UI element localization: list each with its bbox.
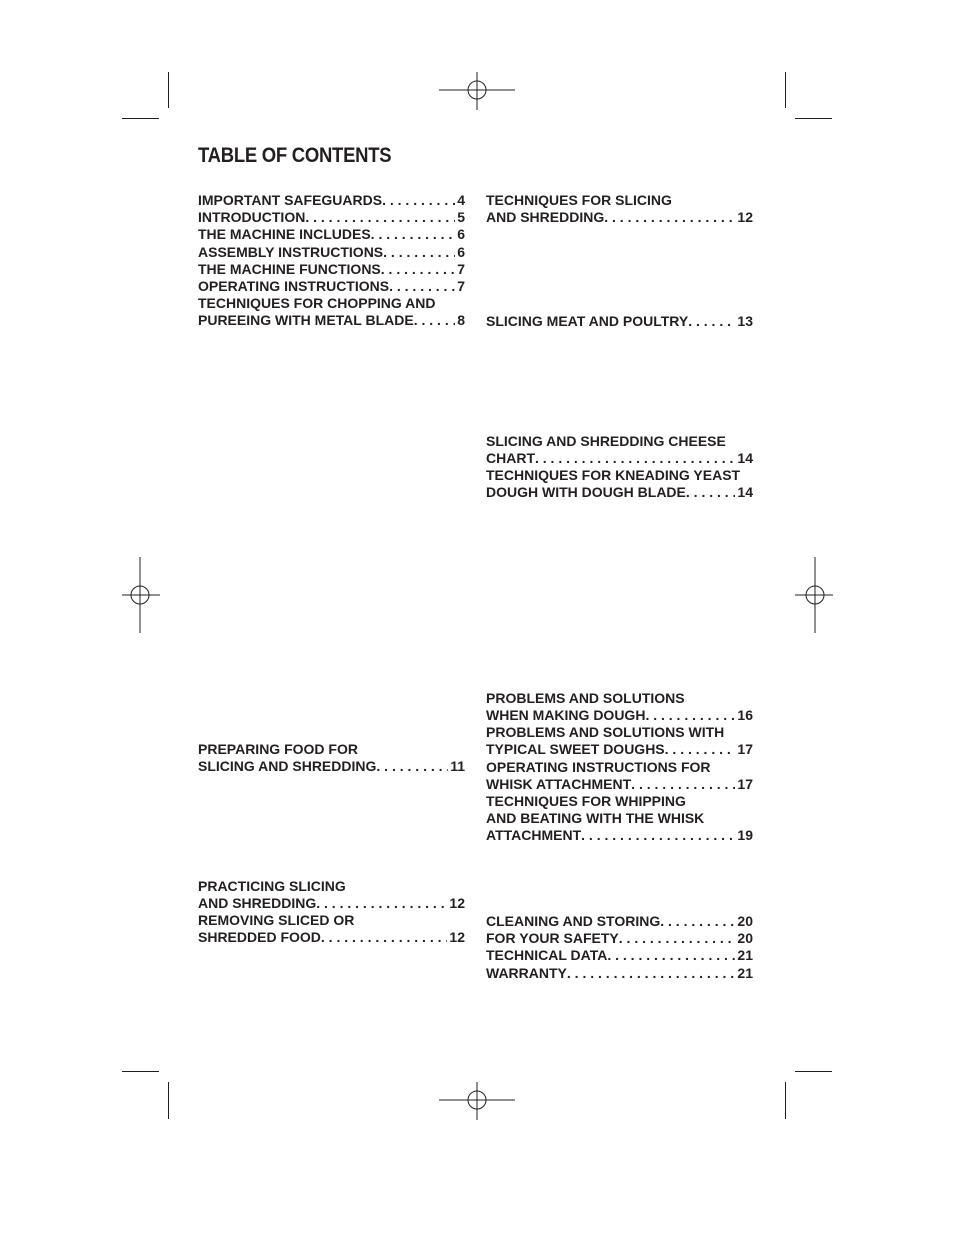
toc-page-number: 4 bbox=[457, 192, 465, 208]
leader-dots bbox=[305, 209, 455, 226]
leader-dots bbox=[688, 313, 735, 330]
toc-page-number: 21 bbox=[737, 947, 753, 963]
toc-entry-whisk-instructions[interactable] bbox=[486, 759, 753, 793]
toc-page-number: 11 bbox=[450, 758, 465, 775]
crop-mark-top-right-horizontal bbox=[795, 118, 832, 119]
toc-page-number: 14 bbox=[737, 450, 753, 467]
toc-page-number: 14 bbox=[737, 484, 753, 501]
leader-dots bbox=[686, 484, 736, 501]
leader-dots bbox=[567, 965, 736, 982]
toc-entry-title: THE MACHINE FUNCTIONS bbox=[198, 261, 381, 277]
toc-entry-machine-includes[interactable] bbox=[198, 226, 465, 243]
toc-entry-operating-instructions[interactable] bbox=[198, 278, 465, 295]
leader-dots bbox=[371, 226, 456, 243]
crop-mark-top-right-vertical bbox=[785, 72, 786, 108]
toc-entry-title-line: TECHNIQUES FOR SLICING bbox=[486, 192, 672, 208]
crop-mark-bottom-left-vertical bbox=[168, 1082, 169, 1119]
toc-entry-whipping-beating[interactable] bbox=[486, 793, 753, 845]
crop-mark-top-left-vertical bbox=[168, 72, 169, 108]
toc-entry-title-line: OPERATING INSTRUCTIONS FOR bbox=[486, 759, 711, 775]
registration-mark-right-icon bbox=[795, 557, 833, 633]
toc-entry-preparing-food[interactable] bbox=[198, 741, 465, 775]
leader-dots bbox=[645, 707, 735, 724]
crop-mark-bottom-right-horizontal bbox=[795, 1071, 832, 1072]
leader-dots bbox=[660, 913, 735, 930]
toc-entry-title-line: AND BEATING WITH THE WHISK bbox=[486, 810, 705, 827]
toc-entry-title: FOR YOUR SAFETY bbox=[486, 930, 619, 946]
leader-dots bbox=[604, 209, 735, 226]
toc-entry-title: WHEN MAKING DOUGH bbox=[486, 707, 646, 724]
toc-entry-title: PUREEING WITH METAL BLADE bbox=[198, 312, 414, 329]
toc-page-number: 16 bbox=[737, 707, 753, 724]
toc-page-number: 21 bbox=[737, 965, 753, 981]
leader-dots bbox=[321, 929, 448, 946]
toc-entry-title: IMPORTANT SAFEGUARDS bbox=[198, 192, 383, 208]
toc-page-number: 17 bbox=[737, 741, 753, 758]
toc-entry-techniques-slicing[interactable] bbox=[486, 192, 753, 226]
toc-entry-title-line: TECHNIQUES FOR CHOPPING AND bbox=[198, 295, 436, 311]
toc-page-number: 5 bbox=[457, 209, 465, 225]
toc-entry-kneading-dough[interactable] bbox=[486, 467, 753, 501]
leader-dots bbox=[665, 741, 736, 758]
leader-dots bbox=[382, 192, 455, 209]
leader-dots bbox=[607, 947, 735, 964]
toc-entry-important-safeguards[interactable] bbox=[198, 192, 465, 209]
toc-page-number: 7 bbox=[457, 261, 465, 277]
toc-entry-assembly-instructions[interactable] bbox=[198, 244, 465, 261]
toc-entry-title-line: TECHNIQUES FOR WHIPPING bbox=[486, 793, 686, 809]
crop-mark-bottom-right-vertical bbox=[785, 1082, 786, 1119]
toc-entry-title: ASSEMBLY INSTRUCTIONS bbox=[198, 244, 384, 260]
toc-entry-title-line: SLICING AND SHREDDING CHEESE bbox=[486, 433, 726, 449]
toc-entry-cheese-chart[interactable] bbox=[486, 433, 753, 467]
toc-entry-title: ATTACHMENT bbox=[486, 827, 582, 844]
leader-dots bbox=[389, 278, 455, 295]
toc-entry-title-line: PREPARING FOOD FOR bbox=[198, 741, 358, 757]
toc-entry-title: SLICING AND SHREDDING bbox=[198, 758, 377, 775]
toc-entry-title: CHART bbox=[486, 450, 535, 467]
toc-entry-title-line: PROBLEMS AND SOLUTIONS bbox=[486, 690, 685, 706]
toc-entry-title: AND SHREDDING bbox=[486, 209, 605, 226]
leader-dots bbox=[383, 244, 455, 261]
leader-dots bbox=[581, 827, 735, 844]
leader-dots bbox=[631, 776, 735, 793]
toc-entry-introduction[interactable] bbox=[198, 209, 465, 226]
toc-entry-title-line: TECHNIQUES FOR KNEADING YEAST bbox=[486, 467, 741, 483]
toc-entry-title: CLEANING AND STORING bbox=[486, 913, 661, 929]
toc-entry-chopping-pureeing[interactable] bbox=[198, 295, 465, 329]
toc-entry-title: TECHNICAL DATA bbox=[486, 947, 608, 963]
page-title: TABLE OF CONTENTS bbox=[198, 144, 392, 167]
toc-entry-for-your-safety[interactable] bbox=[486, 930, 753, 947]
toc-entry-problems-sweet-doughs[interactable] bbox=[486, 724, 753, 758]
toc-page-number: 17 bbox=[737, 776, 753, 793]
toc-entry-title: SLICING MEAT AND POULTRY bbox=[486, 313, 689, 329]
leader-dots bbox=[376, 758, 448, 775]
toc-page-number: 19 bbox=[737, 827, 753, 844]
toc-entry-technical-data[interactable] bbox=[486, 947, 753, 964]
toc-entry-slicing-meat[interactable] bbox=[486, 313, 753, 330]
leader-dots bbox=[381, 261, 455, 278]
toc-entry-title: TYPICAL SWEET DOUGHS bbox=[486, 741, 665, 758]
toc-page-number: 12 bbox=[449, 895, 465, 912]
toc-page-number: 6 bbox=[457, 226, 465, 242]
leader-dots bbox=[535, 450, 735, 467]
toc-page-number: 12 bbox=[449, 929, 465, 946]
toc-entry-machine-functions[interactable] bbox=[198, 261, 465, 278]
toc-entry-title: INTRODUCTION bbox=[198, 209, 306, 225]
toc-entry-removing-sliced[interactable] bbox=[198, 912, 465, 946]
toc-entry-title: DOUGH WITH DOUGH BLADE bbox=[486, 484, 686, 501]
toc-page-number: 6 bbox=[457, 244, 465, 260]
toc-entry-title: OPERATING INSTRUCTIONS bbox=[198, 278, 390, 294]
toc-entry-title: WARRANTY bbox=[486, 965, 567, 981]
registration-mark-left-icon bbox=[122, 557, 160, 633]
crop-mark-top-left-horizontal bbox=[122, 118, 159, 119]
toc-page-number: 7 bbox=[457, 278, 465, 294]
registration-mark-bottom-icon bbox=[439, 1082, 515, 1120]
toc-entry-title-line: PRACTICING SLICING bbox=[198, 878, 346, 894]
toc-entry-title-line: REMOVING SLICED OR bbox=[198, 912, 355, 928]
toc-entry-problems-dough[interactable] bbox=[486, 690, 753, 724]
toc-page-number: 20 bbox=[737, 913, 753, 929]
toc-entry-title-line: PROBLEMS AND SOLUTIONS WITH bbox=[486, 724, 725, 740]
leader-dots bbox=[316, 895, 447, 912]
toc-page-number: 8 bbox=[457, 312, 465, 329]
leader-dots bbox=[414, 312, 456, 329]
registration-mark-top-icon bbox=[439, 72, 515, 110]
toc-entry-title: SHREDDED FOOD bbox=[198, 929, 321, 946]
toc-page-number: 13 bbox=[737, 313, 753, 329]
toc-entry-title: WHISK ATTACHMENT bbox=[486, 776, 632, 793]
toc-entry-practicing-slicing[interactable] bbox=[198, 878, 465, 912]
leader-dots bbox=[619, 930, 736, 947]
toc-entry-cleaning-storing[interactable] bbox=[486, 913, 753, 930]
toc-entry-title: THE MACHINE INCLUDES bbox=[198, 226, 371, 242]
toc-page-number: 12 bbox=[737, 209, 753, 226]
toc-entry-title: AND SHREDDING bbox=[198, 895, 317, 912]
crop-mark-bottom-left-horizontal bbox=[122, 1071, 159, 1072]
toc-entry-warranty[interactable] bbox=[486, 965, 753, 982]
toc-page-number: 20 bbox=[737, 930, 753, 946]
